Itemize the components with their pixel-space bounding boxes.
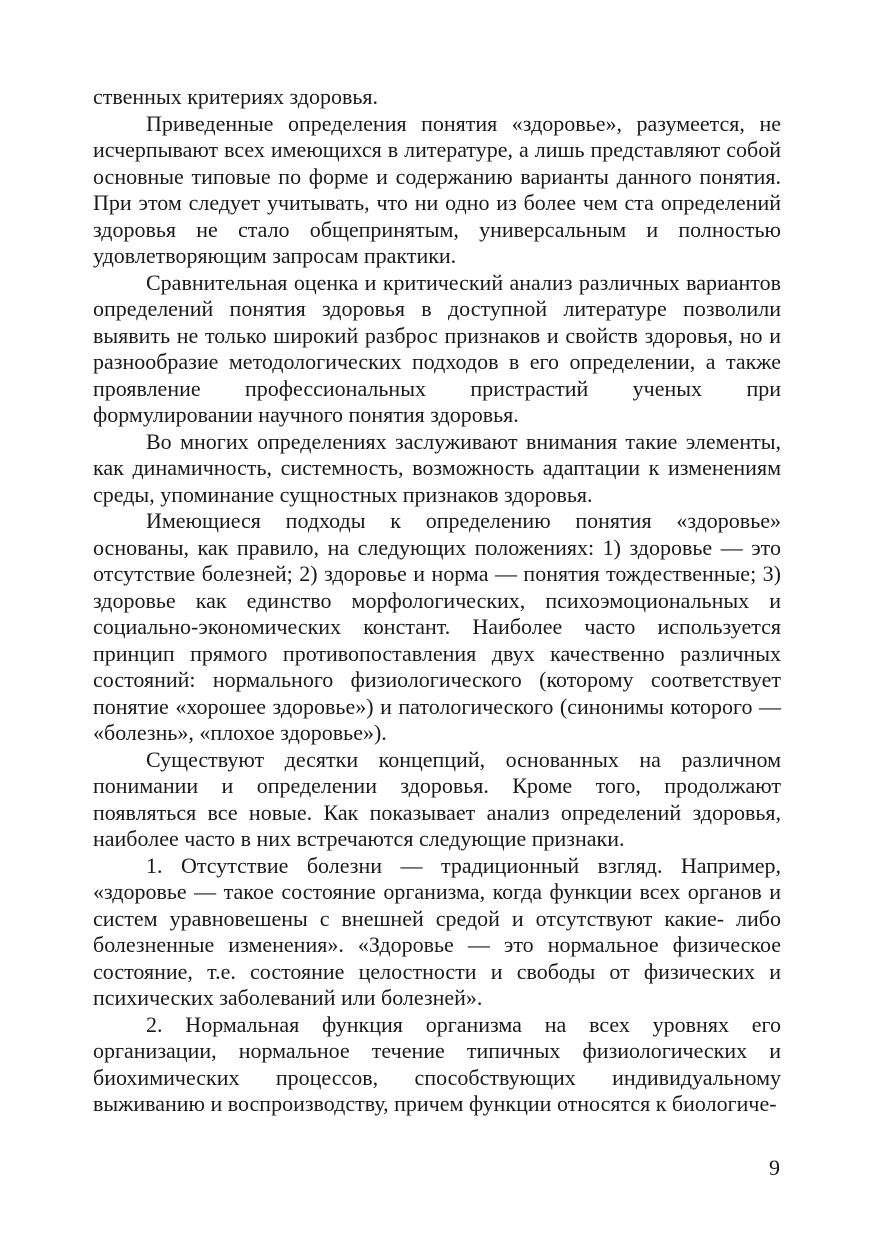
paragraph-elements: Во многих определениях заслуживают внимания такие элементы, как динамичность, системность, возможность адаптации к изменениям среды, упоминание сущностных признаков здоровья. [93,428,781,507]
paragraph-continuation: ственных критериях здоровья. [93,84,378,109]
paragraph-definitions: Приведенные определения понятия «здоровье», разумеется, не исчерпывают всех имеющихся в литературе, а лишь представляют собой основные типовые по форме и содержанию варианты данного понятия. При этом следует учитывать, что ни одно из более чем ста определений здоровья не стало общепринятым, универсальным и полностью удовлетворяющим запросам практики. [93,110,781,268]
paragraph-item-1: 1. Отсутствие болезни — традиционный взгляд. Например, «здоровье — такое состояние организма, когда функции всех органов и систем уравновешены с внешней средой и отсутствуют какие- либо болезненные изменения». «Здоровье — это нормальное физическое состояние, т.е. состояние целостности и свободы от физических и психических заболеваний или болезней». [93,852,781,1010]
paragraph-approaches: Имеющиеся подходы к определению понятия «здоровье» основаны, как правило, на следующих положениях: 1) здоровье — это отсутствие болезней; 2) здоровье и норма — понятия тождественные; 3) здоровье как единство морфологических, психоэмоциональных и социально-экономических констант. Наиболее часто используется принцип прямого противопоставления двух качественно различных состояний: нормального физиологического (которому соответствует понятие «хорошее здоровье») и патологического (синонимы которого — «болезнь», «плохое здоровье»). [93,508,781,745]
paragraph-item-2: 2. Нормальная функция организма на всех уровнях его организации, нормальное течение типичных физиологических и биохимических процессов, способствующих индивидуальному выживанию и воспроизводству, причем функции относятся к биологиче- [93,1011,781,1116]
page-number: 9 [769,1155,780,1180]
paragraph-comparative-analysis: Сравнительная оценка и критический анализ различных вариантов определений понятия здоровья в доступной литературе позволили выявить не только широкий разброс признаков и свойств здоровья, но и разнообразие методологических подходов в его определении, а также проявление профессиональных пристрастий ученых при формулировании научного понятия здоровья. [93,269,781,427]
body-text [93,84,781,1118]
paragraph-concepts: Существуют десятки концепций, основанных на различном понимании и определении здоровья. Кроме того, продолжают появляться все новые. Как показывает анализ определений здоровья, наиболее часто в них встречаются следующие признаки. [93,746,781,851]
